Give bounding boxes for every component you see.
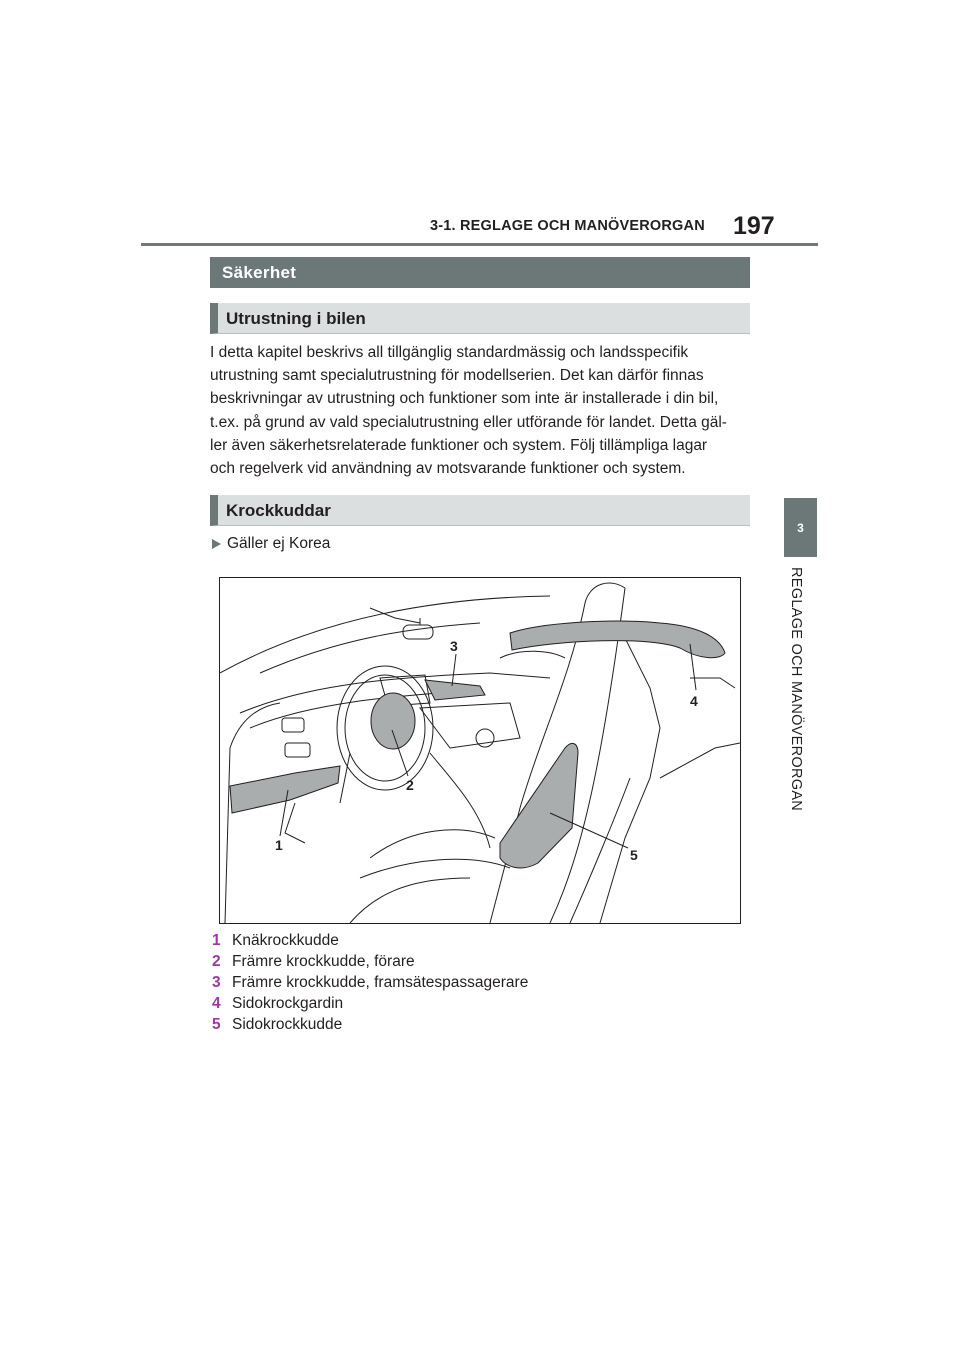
car-interior-drawing: [220, 578, 740, 923]
paragraph-line: beskrivningar av utrustning och funktioner som inte är installerade i din bil,: [210, 390, 719, 408]
legend-item: [212, 993, 528, 1014]
figure-legend: [212, 930, 528, 1035]
callout-4: 4: [690, 693, 698, 709]
triangle-bullet-icon: [212, 539, 221, 549]
legend-text: Främre krockkudde, framsätespassagerare: [232, 974, 529, 991]
legend-number: 2: [212, 953, 221, 970]
applicability-text: Gäller ej Korea: [227, 535, 331, 552]
legend-item: [212, 1014, 528, 1035]
paragraph-line: I detta kapitel beskrivs all tillgänglig standardmässig och landsspecifik: [210, 344, 689, 361]
curtain-airbag-shape: [510, 621, 725, 658]
legend-number: 3: [212, 974, 221, 991]
callout-2: 2: [406, 777, 414, 793]
callout-1: 1: [275, 837, 283, 853]
legend-item: [212, 951, 528, 972]
page-number: 197: [733, 212, 775, 240]
chapter-tab-label: REGLAGE OCH MANÖVERORGAN: [788, 567, 804, 812]
legend-item: [212, 972, 528, 993]
passenger-airbag-shape: [425, 680, 485, 700]
paragraph-line: utrustning samt specialutrustning för modellserien. Det kan därför finnas: [210, 367, 704, 385]
legend-number: 5: [212, 1016, 221, 1033]
chapter-tab-number: 3: [797, 520, 804, 535]
header-divider: [141, 243, 818, 246]
legend-text: Knäkrockkudde: [232, 932, 339, 949]
subsection-title-equipment: Utrustning i bilen: [210, 303, 750, 334]
paragraph-line: och regelverk vid användning av motsvarande funktioner och system.: [210, 460, 686, 478]
legend-item: [212, 930, 528, 951]
legend-number: 1: [212, 932, 221, 949]
callout-3: 3: [450, 638, 458, 654]
section-title: Säkerhet: [210, 257, 750, 288]
side-airbag-shape: [500, 743, 578, 868]
driver-airbag-shape: [371, 693, 415, 749]
legend-text: Sidokrockkudde: [232, 1016, 343, 1033]
applicability-note: [212, 535, 330, 553]
paragraph-line: t.ex. på grund av vald specialutrustning eller utförande för landet. Detta gäl-: [210, 413, 727, 431]
equipment-paragraph: [210, 341, 755, 480]
legend-number: 4: [212, 995, 221, 1012]
legend-text: Sidokrockgardin: [232, 995, 344, 1012]
subsection-title-airbags: Krockkuddar: [210, 495, 750, 526]
legend-text: Främre krockkudde, förare: [232, 953, 415, 970]
callout-5: 5: [630, 847, 638, 863]
chapter-tab: [784, 498, 817, 557]
paragraph-line: ler även säkerhetsrelaterade funktioner och system. Följ tillämpliga lagar: [210, 436, 708, 454]
airbag-illustration: [219, 577, 741, 924]
running-header-section: 3-1. REGLAGE OCH MANÖVERORGAN: [430, 218, 705, 234]
